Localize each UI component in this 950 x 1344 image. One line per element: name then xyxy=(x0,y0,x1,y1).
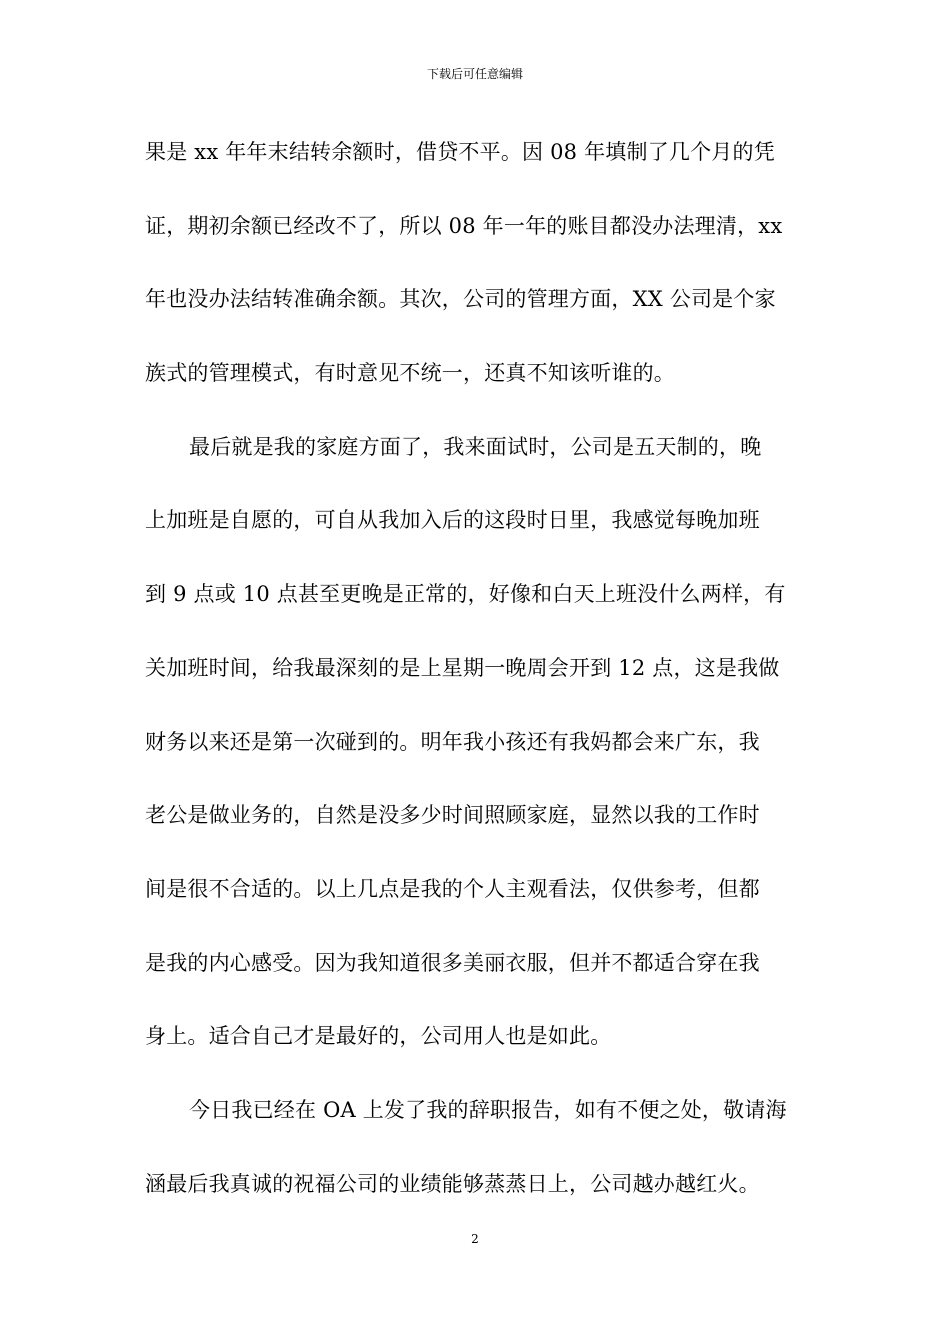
paragraph-line: 果是 xx 年年末结转余额时，借贷不平。因 08 年填制了几个月的凭 xyxy=(145,140,775,164)
paragraph-line: 年也没办法结转准确余额。其次，公司的管理方面，XX 公司是个家 xyxy=(145,287,776,312)
paragraph-line: 到 9 点或 10 点甚至更晚是正常的，好像和白天上班没什么两样，有 xyxy=(145,582,786,607)
paragraph-line: 老公是做业务的，自然是没多少时间照顾家庭，显然以我的工作时 xyxy=(145,803,760,828)
paragraph-line: 今日我已经在 OA 上发了我的辞职报告，如有不便之处，敬请海 xyxy=(189,1097,787,1122)
paragraph-line: 关加班时间，给我最深刻的是上星期一晚周会开到 12 点，这是我做 xyxy=(145,655,780,680)
page-header: 下载后可任意编辑 xyxy=(426,67,523,81)
paragraph-line: 族式的管理模式，有时意见不统一，还真不知该听谁的。 xyxy=(145,361,675,386)
paragraph-line: 财务以来还是第一次碰到的。明年我小孩还有我妈都会来广东，我 xyxy=(145,729,760,754)
paragraph-line: 身上。适合自己才是最好的，公司用人也是如此。 xyxy=(145,1024,612,1049)
document-body xyxy=(145,124,805,1229)
paragraph-line: 涵最后我真诚的祝福公司的业绩能够蒸蒸日上，公司越办越红火。 xyxy=(145,1171,760,1196)
paragraph-line: 证，期初余额已经改不了，所以 08 年一年的账目都没办法理清，xx xyxy=(145,213,783,238)
paragraph-line: 间是很不合适的。以上几点是我的个人主观看法，仅供参考，但都 xyxy=(145,876,760,901)
page-number: 2 xyxy=(471,1232,479,1246)
paragraph-line: 上加班是自愿的，可自从我加入后的这段时日里，我感觉每晚加班 xyxy=(145,508,760,533)
paragraph-line: 最后就是我的家庭方面了，我来面试时，公司是五天制的，晚 xyxy=(189,434,762,459)
paragraph-line: 是我的内心感受。因为我知道很多美丽衣服，但并不都适合穿在我 xyxy=(145,950,760,975)
